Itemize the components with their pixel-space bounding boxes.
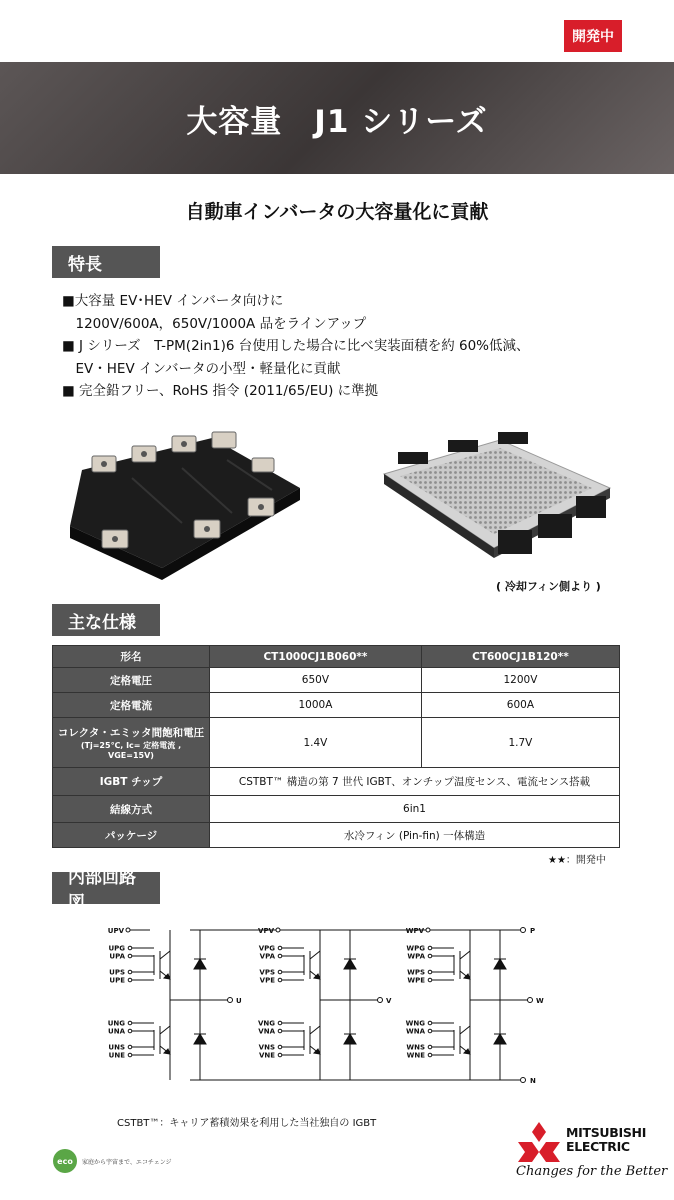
feature-line: ■ 完全鉛フリー、RoHS 指令 (2011/65/EU) に準拠 [62,383,379,399]
circuit-label: WNS [406,1043,425,1052]
feature-line: ■大容量 EV･HEV インバータ向けに [62,293,284,309]
circuit-label: UPG [108,944,125,953]
feature-line: EV・HEV インバータの小型・軽量化に貢献 [62,360,341,377]
circuit-label: WPV [405,927,424,935]
circuit-label: VPG [258,944,275,953]
terminal [278,1053,282,1057]
igbt-symbol [460,951,470,959]
cstbt-note: CSTBT™：キャリア蓄積効果を利用した当社独自の IGBT [117,1118,377,1129]
eco-logo [52,1148,172,1174]
terminal [428,1053,432,1057]
output-label: W [536,997,544,1005]
diode-symbol [494,959,506,969]
diode-symbol [344,959,356,969]
title-banner [0,62,674,174]
mitsubishi-logo [516,1122,668,1179]
terminal [278,978,282,982]
spec-row-label: 定格電流 [53,693,210,718]
terminal [428,1029,432,1033]
circuit-label: UNS [108,1043,125,1052]
eco-text: 家庭から宇宙まで、エコチェンジ [82,1158,172,1166]
spec-col-header: 形名 [53,646,210,668]
circuit-label: VPV [258,927,274,935]
spec-model: CT600CJ1B120** [421,646,619,668]
circuit-label: WPA [407,952,425,961]
spec-model: CT1000CJ1B060** [210,646,422,668]
terminal [428,978,432,982]
terminal [278,954,282,958]
status-badge: 開発中 [564,20,622,52]
terminal [278,1029,282,1033]
terminal [128,946,132,950]
terminal [128,970,132,974]
terminal [278,970,282,974]
output-terminal [378,998,383,1003]
circuit-label: VNG [257,1019,275,1028]
circuit-label: WPG [406,944,425,953]
diode-symbol [344,1034,356,1044]
terminal [128,1029,132,1033]
spec-cell: 600A [421,693,619,718]
n-label: N [530,1077,536,1085]
circuit-label: UNA [108,1027,125,1036]
spec-cell: 6in1 [210,796,620,823]
spec-table [52,645,620,848]
igbt-symbol [160,951,170,959]
output-label: U [236,997,242,1005]
terminal [278,1045,282,1049]
stars-note: ★★：開発中 [548,855,606,866]
circuit-label: WPE [407,976,425,985]
feature-line: ■ J シリーズ T-PM(2in1)6 台使用した場合に比べ実装面積を約 60%低減、 [62,338,530,354]
circuit-heading: 内部回路図 [52,872,160,904]
spec-row-label: 定格電圧 [53,668,210,693]
terminal [128,978,132,982]
spec-cell: 1.4V [210,718,422,768]
circuit-label: UPE [109,976,125,985]
diode-symbol [494,1034,506,1044]
terminal [428,954,432,958]
spec-row-label: IGBT チップ [53,768,210,796]
output-terminal [228,998,233,1003]
eco-badge: eco [57,1157,73,1166]
feature-line: 1200V/600A，650V/1000A 品をラインアップ [62,315,367,332]
circuit-label: VNS [258,1043,275,1052]
spec-cell: 1000A [210,693,422,718]
spec-row-label-main: コレクタ・エミッタ間飽和電圧 [57,727,205,739]
spec-cell: 1200V [421,668,619,693]
terminal [128,1021,132,1025]
output-terminal [528,998,533,1003]
p-terminal [521,928,526,933]
photo-caption: ( 冷却フィン側より ) [496,580,601,593]
spec-heading: 主な仕様 [52,604,160,636]
igbt-symbol [310,1026,320,1034]
spec-row-label [53,718,210,768]
spec-cell: 水冷フィン (Pin-fin) 一体構造 [210,823,620,848]
module-top-photo [62,428,312,578]
features-heading: 特長 [52,246,160,278]
circuit-label: UPA [109,952,125,961]
logo-line1: MITSUBISHI [566,1125,647,1140]
pin-fin-photo [378,430,612,560]
eco-icon [52,1148,78,1174]
terminal [426,928,430,932]
page-title: 大容量 J1 シリーズ [186,103,488,140]
p-label: P [530,927,536,935]
terminal [428,946,432,950]
circuit-label: VNE [258,1051,275,1060]
circuit-label: VPE [259,976,275,985]
circuit-label: VPA [259,952,275,961]
spec-cell: 1.7V [421,718,619,768]
terminal [278,1021,282,1025]
circuit-diagram [107,920,550,1090]
circuit-label: VNA [258,1027,275,1036]
features-list [62,290,622,403]
diode-symbol [194,1034,206,1044]
igbt-symbol [310,951,320,959]
circuit-label: UNG [107,1019,125,1028]
terminal [126,928,130,932]
output-label: V [386,997,392,1005]
circuit-label: WNE [406,1051,425,1060]
spec-row-label: パッケージ [53,823,210,848]
terminal [128,1053,132,1057]
terminal [278,946,282,950]
spec-cell: CSTBT™ 構造の第 7 世代 IGBT、オンチップ温度センス、電流センス搭載 [210,768,620,796]
spec-row-label: 結線方式 [53,796,210,823]
spec-cell: 650V [210,668,422,693]
spec-row-label-cond: (Tj=25℃, Ic= 定格電流 , VGE=15V) [80,741,182,760]
circuit-label: VPS [259,968,275,977]
diode-symbol [194,959,206,969]
circuit-label: WNG [405,1019,425,1028]
circuit-label: WPS [407,968,425,977]
subtitle: 自動車インバータの大容量化に貢献 [185,201,489,223]
terminal [128,1045,132,1049]
logo-line2: ELECTRIC [566,1139,630,1154]
n-terminal [521,1078,526,1083]
three-diamonds-icon [516,1122,562,1162]
circuit-label: WNA [406,1027,425,1036]
terminal [276,928,280,932]
logo-tagline: Changes for the Better [516,1164,668,1179]
terminal [428,970,432,974]
circuit-label: UNE [108,1051,125,1060]
terminal [428,1045,432,1049]
terminal [428,1021,432,1025]
terminal [128,954,132,958]
igbt-symbol [160,1026,170,1034]
circuit-label: UPS [109,968,125,977]
igbt-symbol [460,1026,470,1034]
circuit-label: UPV [107,927,124,935]
logo-name [566,1126,646,1154]
